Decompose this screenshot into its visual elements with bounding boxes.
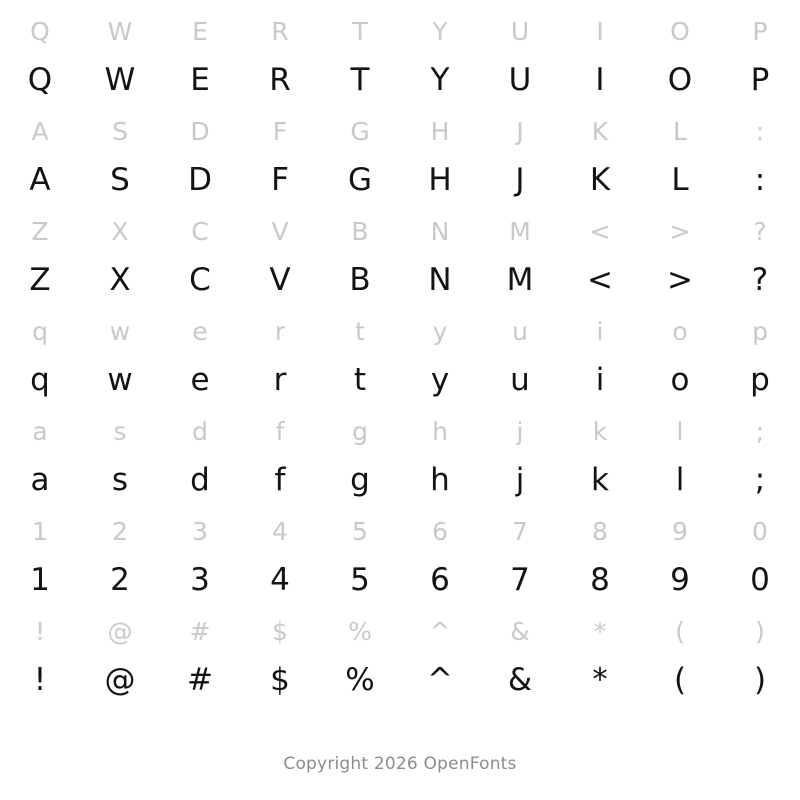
character-cell: ? <box>753 217 767 246</box>
character-cell: r <box>274 317 286 346</box>
character-cell: C <box>191 217 209 246</box>
character-cell: 1 <box>30 562 50 598</box>
character-cell: 3 <box>190 562 210 598</box>
character-cell: U <box>508 62 532 98</box>
character-cell: 4 <box>272 517 288 546</box>
character-cell: P <box>750 62 770 98</box>
character-cell: ! <box>34 617 46 646</box>
character-cell: a <box>30 462 50 498</box>
character-cell: 1 <box>32 517 48 546</box>
character-cell: l <box>676 417 684 446</box>
character-cell: O <box>670 17 690 46</box>
character-cell: X <box>109 262 131 298</box>
character-cell: w <box>109 317 131 346</box>
character-row-main <box>0 150 800 204</box>
character-cell: d <box>192 417 208 446</box>
character-cell: h <box>432 417 448 446</box>
character-cell: V <box>271 217 289 246</box>
character-row-ghost <box>0 604 800 650</box>
character-cell: 5 <box>350 562 370 598</box>
character-cell: p <box>750 362 770 398</box>
character-cell: 7 <box>510 562 530 598</box>
character-cell: A <box>29 162 51 198</box>
character-cell: $ <box>270 662 290 698</box>
character-cell: W <box>107 17 133 46</box>
character-cell: o <box>672 317 688 346</box>
character-cell: % <box>348 617 372 646</box>
character-cell: > <box>667 262 693 298</box>
character-cell: e <box>192 317 208 346</box>
character-cell: F <box>272 117 288 146</box>
character-cell: & <box>510 617 530 646</box>
character-cell: < <box>587 262 613 298</box>
character-cell: ) <box>755 617 765 646</box>
character-cell: T <box>350 62 370 98</box>
character-cell: M <box>509 217 531 246</box>
character-cell: Q <box>30 17 50 46</box>
character-cell: A <box>31 117 49 146</box>
character-cell: p <box>752 317 768 346</box>
character-cell: : <box>755 117 765 146</box>
character-cell: s <box>111 462 129 498</box>
character-row-ghost <box>0 504 800 550</box>
character-cell: 9 <box>670 562 690 598</box>
character-cell: ^ <box>429 617 451 646</box>
character-cell: Z <box>29 262 51 298</box>
character-cell: ; <box>755 417 765 446</box>
character-cell: ^ <box>427 662 453 698</box>
character-cell: i <box>595 362 605 398</box>
character-cell: L <box>671 162 689 198</box>
character-row-main <box>0 50 800 104</box>
character-cell: 8 <box>592 517 608 546</box>
character-cell: f <box>275 417 285 446</box>
character-cell: V <box>269 262 291 298</box>
character-cell: j <box>515 462 525 498</box>
character-row-ghost <box>0 404 800 450</box>
character-row-main <box>0 350 800 404</box>
character-cell: r <box>273 362 287 398</box>
character-cell: L <box>673 117 687 146</box>
character-cell: B <box>349 262 371 298</box>
character-cell: 4 <box>270 562 290 598</box>
character-cell: q <box>32 317 48 346</box>
character-cell: R <box>271 17 289 46</box>
character-cell: y <box>432 317 448 346</box>
character-cell: e <box>190 362 210 398</box>
character-row-main <box>0 550 800 604</box>
character-row-ghost <box>0 4 800 50</box>
character-cell: 6 <box>432 517 448 546</box>
character-cell: 6 <box>430 562 450 598</box>
character-cell: K <box>591 117 609 146</box>
character-cell: ? <box>751 262 769 298</box>
character-cell: D <box>188 162 212 198</box>
character-cell: a <box>32 417 48 446</box>
character-cell: 8 <box>590 562 610 598</box>
character-cell: * <box>593 617 607 646</box>
character-cell: J <box>515 162 525 198</box>
character-cell: T <box>352 17 368 46</box>
character-cell: o <box>670 362 690 398</box>
character-cell: I <box>596 17 604 46</box>
character-cell: ! <box>33 662 47 698</box>
character-cell: G <box>350 117 370 146</box>
character-cell: g <box>352 417 368 446</box>
character-cell: j <box>516 417 524 446</box>
character-cell: 0 <box>750 562 770 598</box>
character-cell: 2 <box>110 562 130 598</box>
character-cell: Y <box>432 17 448 46</box>
character-row-main <box>0 450 800 504</box>
character-cell: F <box>271 162 289 198</box>
character-cell: ( <box>675 617 685 646</box>
character-cell: U <box>510 17 530 46</box>
character-cell: # <box>187 662 213 698</box>
character-cell: 2 <box>112 517 128 546</box>
character-cell: # <box>189 617 211 646</box>
character-cell: C <box>189 262 211 298</box>
character-cell: G <box>347 162 373 198</box>
character-cell: Z <box>31 217 49 246</box>
character-row-ghost <box>0 304 800 350</box>
character-cell: 0 <box>752 517 768 546</box>
character-cell: X <box>111 217 129 246</box>
character-cell: f <box>274 462 286 498</box>
character-cell: q <box>30 362 50 398</box>
character-cell: W <box>104 62 136 98</box>
character-row-ghost <box>0 204 800 250</box>
character-cell: B <box>351 217 369 246</box>
character-cell: k <box>592 417 608 446</box>
character-cell: Y <box>430 62 450 98</box>
character-cell: 7 <box>512 517 528 546</box>
character-cell: K <box>589 162 611 198</box>
character-cell: S <box>110 162 130 198</box>
character-cell: S <box>112 117 128 146</box>
character-cell: t <box>353 362 367 398</box>
character-cell: g <box>350 462 370 498</box>
character-cell: H <box>428 162 452 198</box>
character-cell: ) <box>753 662 767 698</box>
character-cell: J <box>516 117 524 146</box>
character-cell: k <box>591 462 609 498</box>
character-cell: * <box>592 662 608 698</box>
character-cell: R <box>269 62 291 98</box>
character-cell: @ <box>104 662 136 698</box>
character-cell: @ <box>107 617 133 646</box>
character-cell: O <box>667 62 693 98</box>
character-cell: Q <box>27 62 53 98</box>
character-cell: : <box>754 162 766 198</box>
character-cell: M <box>506 262 534 298</box>
character-cell: s <box>113 417 127 446</box>
character-cell: w <box>107 362 133 398</box>
character-cell: < <box>589 217 611 246</box>
character-cell: & <box>507 662 533 698</box>
character-cell: ; <box>754 462 766 498</box>
character-cell: 9 <box>672 517 688 546</box>
character-cell: i <box>596 317 604 346</box>
character-row-main <box>0 650 800 704</box>
copyright-notice: Copyright 2026 OpenFonts <box>283 754 517 774</box>
character-cell: P <box>752 17 768 46</box>
character-cell: % <box>345 662 375 698</box>
character-cell: E <box>192 17 208 46</box>
character-cell: I <box>595 62 605 98</box>
character-cell: u <box>512 317 528 346</box>
character-cell: u <box>510 362 530 398</box>
character-cell: t <box>355 317 365 346</box>
character-cell: N <box>430 217 450 246</box>
character-cell: $ <box>272 617 288 646</box>
character-cell: ( <box>673 662 687 698</box>
character-cell: > <box>669 217 691 246</box>
character-cell: 5 <box>352 517 368 546</box>
character-row-main <box>0 250 800 304</box>
character-row-ghost <box>0 104 800 150</box>
character-cell: E <box>190 62 210 98</box>
character-cell: N <box>428 262 452 298</box>
character-cell: d <box>190 462 210 498</box>
character-cell: h <box>430 462 450 498</box>
character-cell: l <box>675 462 685 498</box>
character-cell: H <box>430 117 450 146</box>
character-cell: 3 <box>192 517 208 546</box>
character-cell: D <box>190 117 210 146</box>
character-cell: y <box>430 362 450 398</box>
